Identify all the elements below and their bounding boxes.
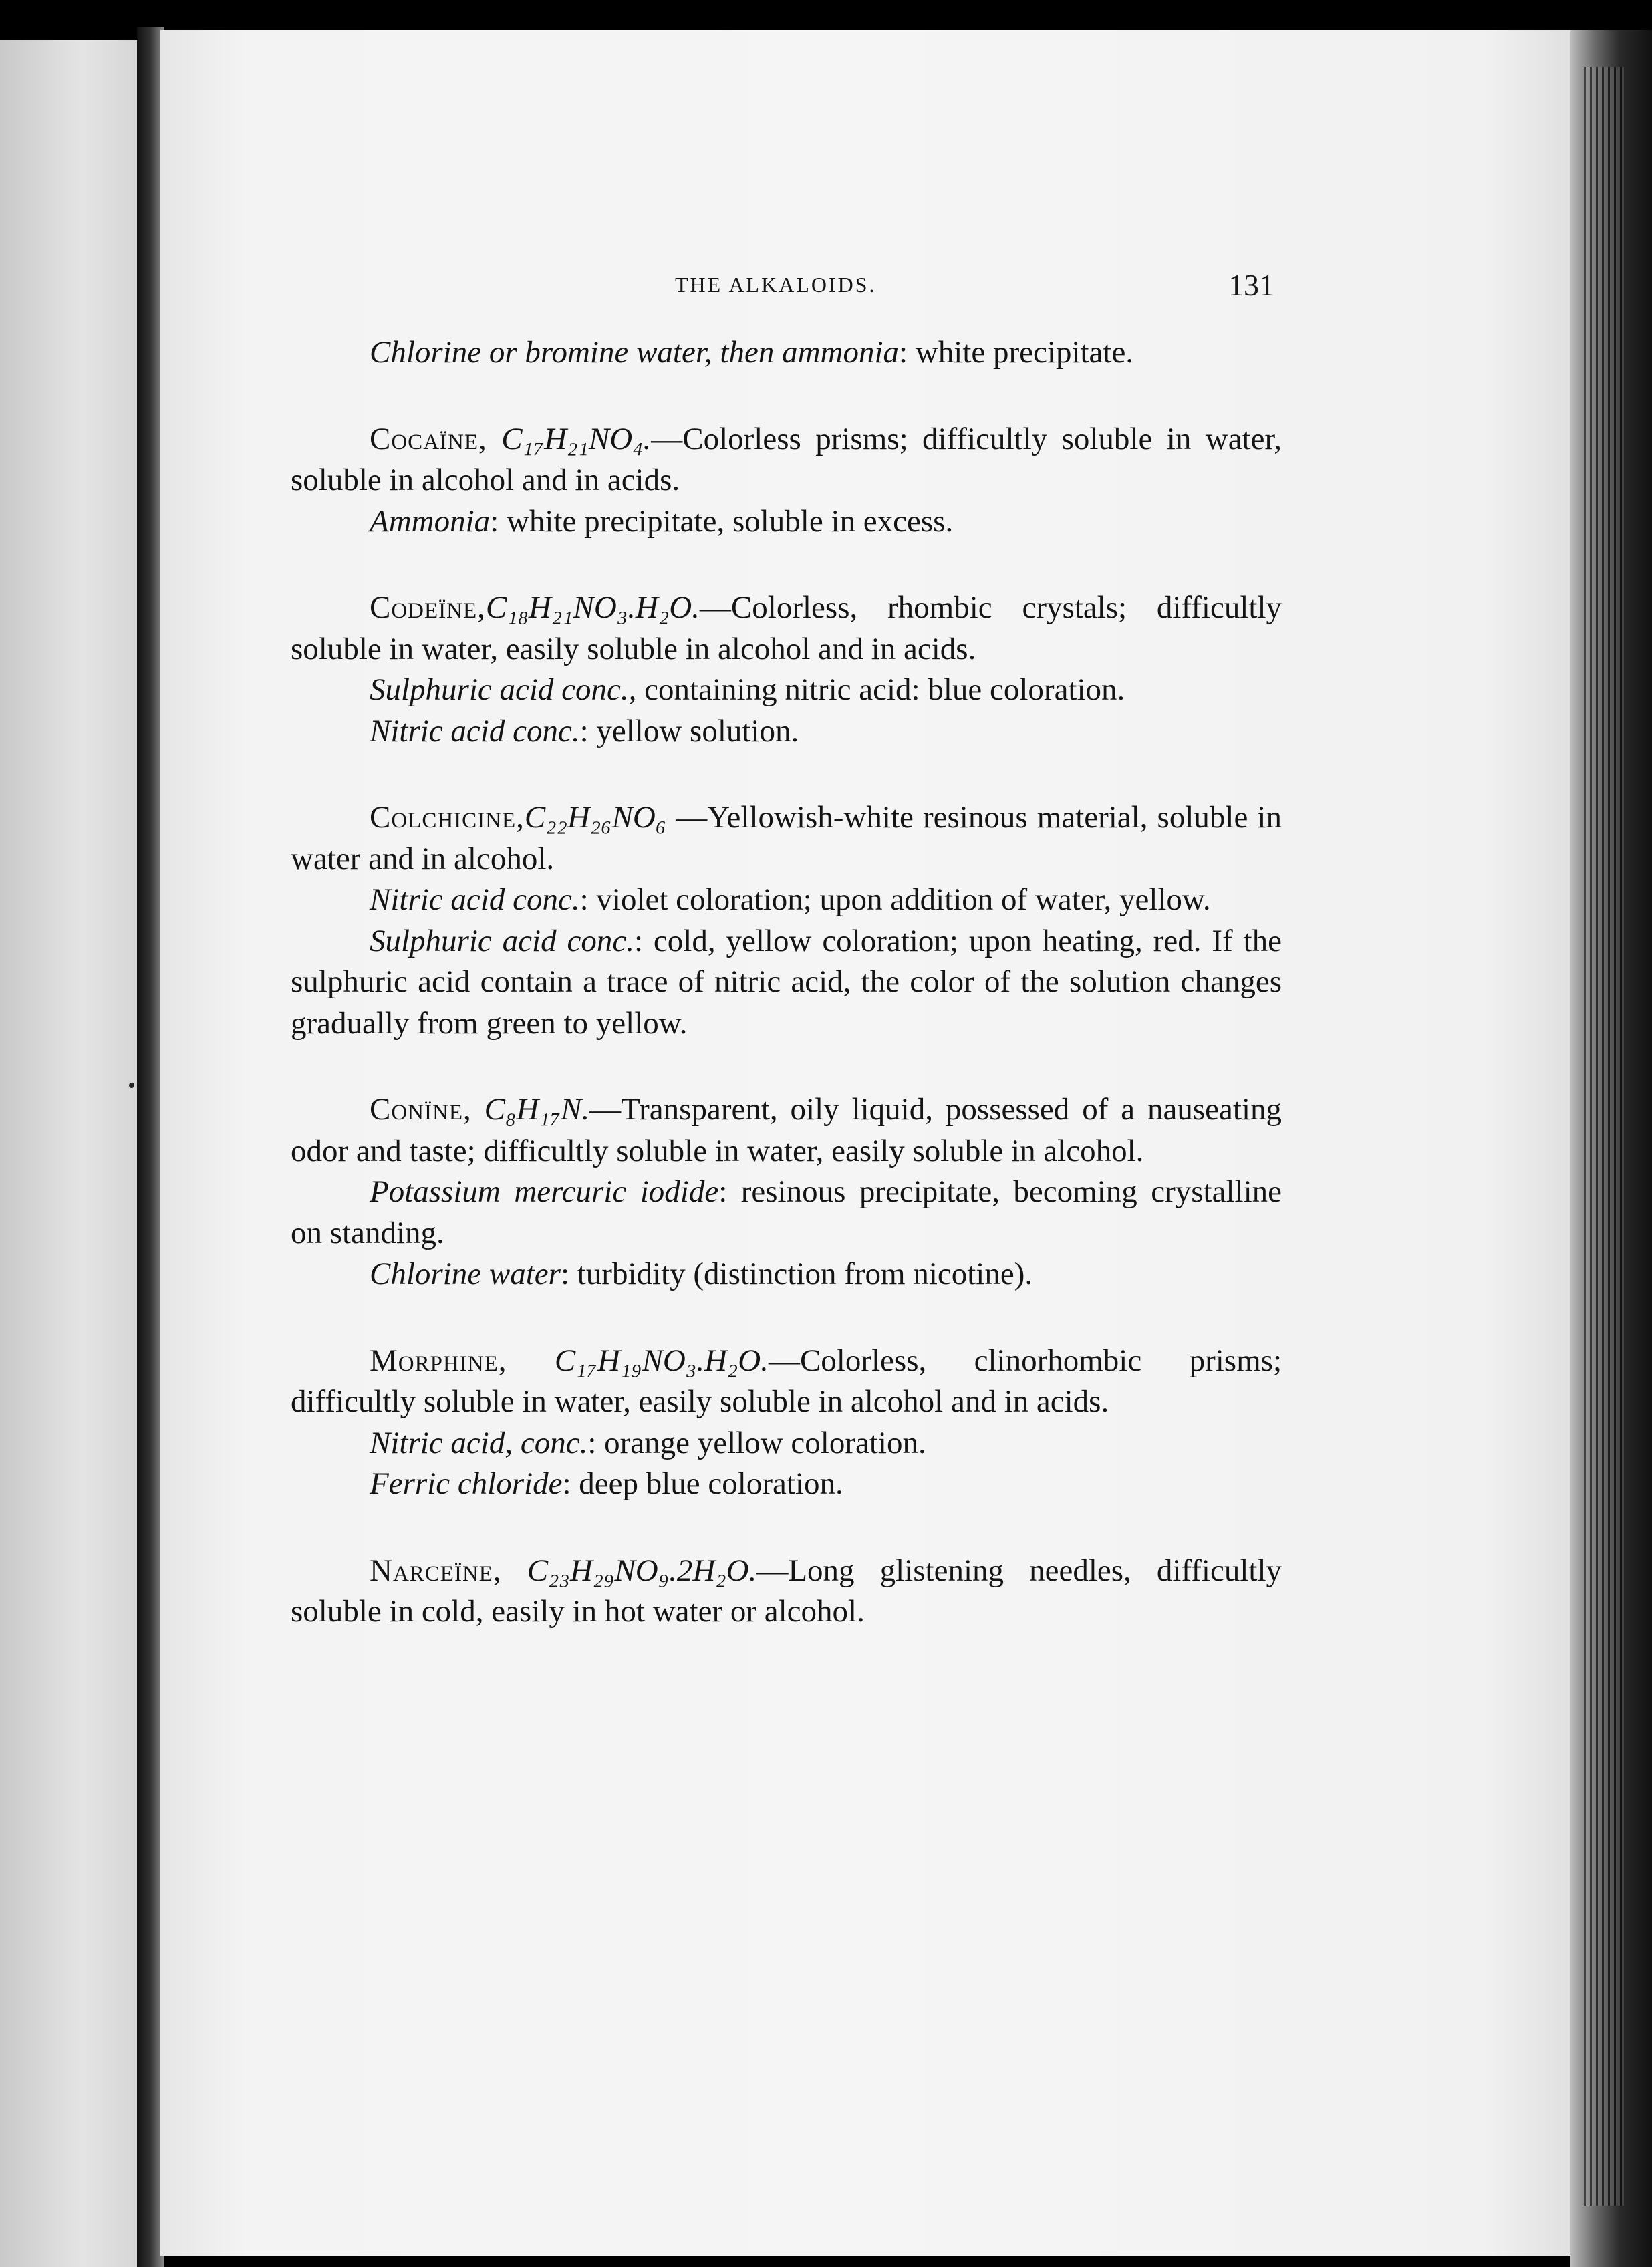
entry-heading-paragraph — [291, 1341, 1282, 1423]
reagent: Sulphuric acid conc. — [370, 923, 634, 958]
scan-speck — [129, 1083, 134, 1088]
alkaloid-description: —Colorless prisms; difficultly soluble in water, soluble in alcohol and in acids. — [291, 421, 1282, 497]
test-result: : orange yellow coloration. — [587, 1425, 926, 1460]
entry-heading-paragraph — [291, 587, 1282, 670]
entry-colchicine — [291, 797, 1282, 1044]
entry-continuation — [291, 332, 1282, 374]
alkaloid-name: Narceïne, — [370, 1553, 502, 1588]
alkaloid-description: —Yellowish-white resinous material, soluble in water and in alcohol. — [291, 800, 1282, 876]
test-result: : resinous precipitate, becoming crystalline on standing. — [291, 1174, 1282, 1250]
page-stack-lines — [1584, 67, 1624, 2206]
facing-page-edge — [0, 40, 137, 2267]
book-gutter — [137, 27, 164, 2267]
test-paragraph — [291, 332, 1282, 374]
reagent: Ammonia — [370, 503, 491, 539]
alkaloid-description: —Transparent, oily liquid, possessed of a nauseating odor and taste; difficultly soluble in water, easily soluble in alcohol. — [291, 1092, 1282, 1168]
test-paragraph — [291, 880, 1282, 921]
entry-narceine — [291, 1551, 1282, 1633]
page-number: 131 — [1228, 268, 1274, 302]
reagent: Chlorine or bromine water, then ammonia — [370, 335, 900, 370]
entry-heading-paragraph — [291, 1089, 1282, 1172]
test-result: containing nitric acid: blue coloration. — [636, 672, 1125, 707]
alkaloid-name: Morphine, — [370, 1343, 507, 1378]
alkaloid-description: —Colorless, clinorhombic prisms; difficultly soluble in water, easily soluble in alcohol and in acids. — [291, 1343, 1282, 1419]
reagent: Nitric acid conc. — [370, 882, 580, 917]
test-paragraph — [291, 1172, 1282, 1254]
reagent: Potassium mercuric iodide — [370, 1174, 719, 1209]
entry-morphine — [291, 1341, 1282, 1505]
test-result: : deep blue coloration. — [562, 1466, 843, 1501]
test-paragraph — [291, 670, 1282, 711]
test-paragraph — [291, 711, 1282, 753]
entry-conine — [291, 1089, 1282, 1295]
entry-cocaine — [291, 419, 1282, 543]
reagent: Nitric acid, conc. — [370, 1425, 588, 1460]
test-paragraph — [291, 501, 1282, 543]
chemical-formula: C₂₃H₂₉NO₉.2H₂O. — [527, 1553, 757, 1588]
reagent: Chlorine water — [370, 1256, 561, 1291]
running-head: THE ALKALOIDS. — [675, 273, 877, 297]
alkaloid-description: —Colorless, rhombic crystals; difficultly soluble in water, easily soluble in alcohol and in acids. — [291, 590, 1282, 666]
reagent: Nitric acid conc. — [370, 713, 580, 749]
reagent: Ferric chloride — [370, 1466, 563, 1501]
chemical-formula: C₁₇H₁₉NO₃.H₂O. — [554, 1343, 769, 1378]
entry-heading-paragraph — [291, 419, 1282, 501]
test-paragraph — [291, 1464, 1282, 1505]
test-result: : violet coloration; upon addition of water, yellow. — [579, 882, 1211, 917]
alkaloid-name: Conïne, — [370, 1092, 472, 1127]
alkaloid-description: —Long glistening needles, difficultly soluble in cold, easily in hot water or alcohol. — [291, 1553, 1282, 1629]
entry-heading-paragraph — [291, 1551, 1282, 1633]
entry-codeine — [291, 587, 1282, 752]
alkaloid-name: Cocaïne, — [370, 421, 487, 456]
test-result: : turbidity (distinction from nicotine). — [560, 1256, 1033, 1291]
test-paragraph — [291, 1423, 1282, 1464]
alkaloid-name: Colchicine, — [370, 800, 525, 835]
test-result: : cold, yellow coloration; upon heating, red. If the sulphuric acid contain a trace of nitric acid, the color of the solution changes gradually from green to yellow. — [291, 923, 1282, 1041]
chemical-formula: C₁₈H₂₁NO₃.H₂O. — [485, 590, 700, 625]
test-paragraph — [291, 1254, 1282, 1295]
page-body — [291, 332, 1282, 1633]
test-paragraph — [291, 921, 1282, 1045]
test-result: : white precipitate. — [899, 335, 1134, 370]
entry-heading-paragraph — [291, 797, 1282, 880]
reagent: Sulphuric acid conc., — [370, 672, 637, 707]
test-result: : white precipitate, soluble in excess. — [490, 503, 954, 539]
chemical-formula: C₂₂H₂₆NO₆ — [524, 800, 667, 835]
test-result: : yellow solution. — [579, 713, 799, 749]
chemical-formula: C₁₇H₂₁NO₄. — [501, 421, 652, 456]
chemical-formula: C₈H₁₇N. — [484, 1092, 590, 1127]
alkaloid-name: Codeïne, — [370, 590, 486, 625]
